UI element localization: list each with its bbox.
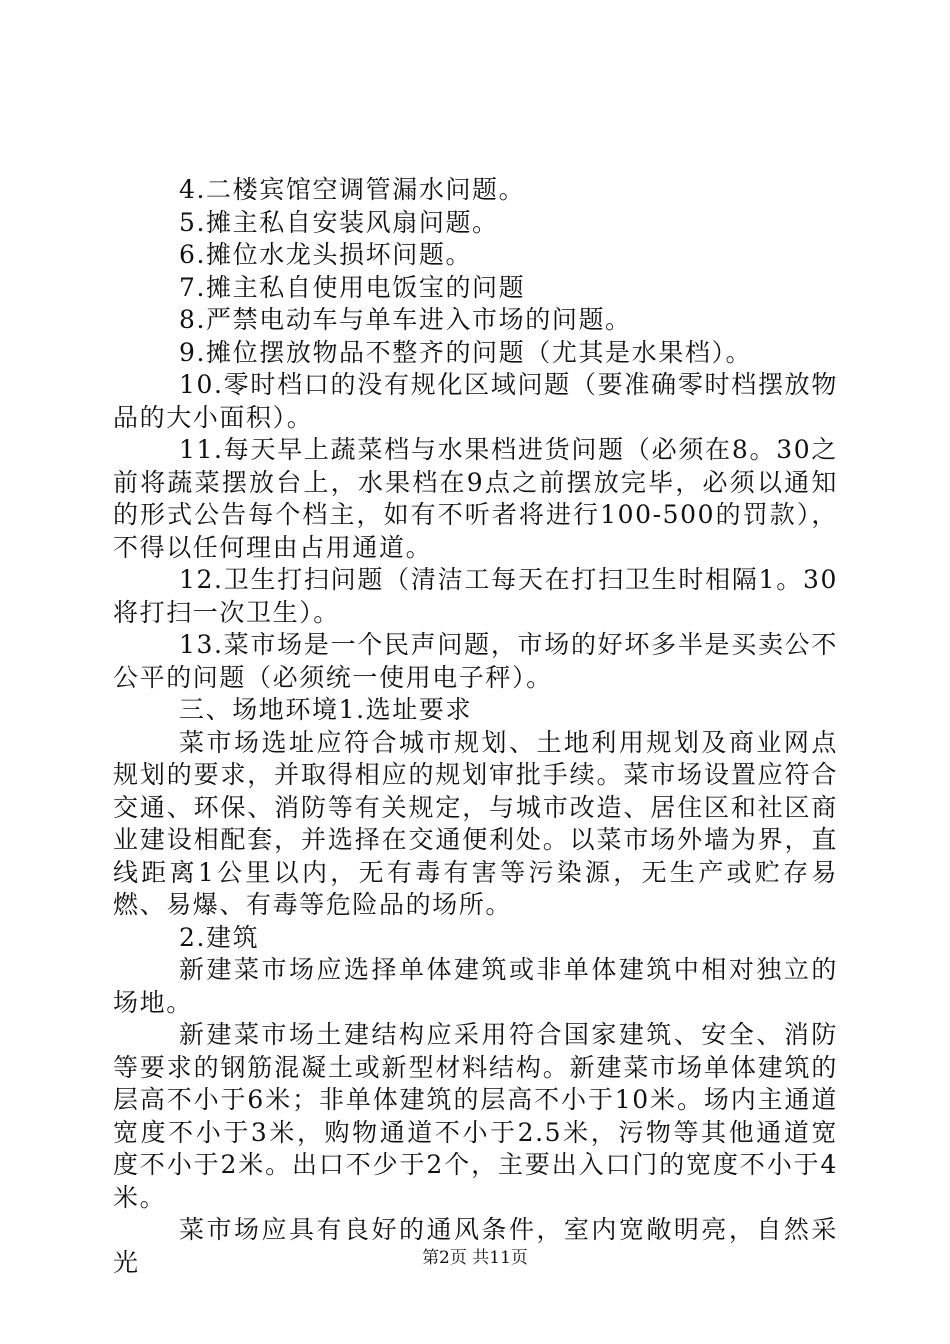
paragraph-site-selection: 菜市场选址应符合城市规划、土地利用规划及商业网点规划的要求，并取得相应的规划审批手续。菜市场设置应符合交通、环保、消防等有关规定，与城市改造、居住区和社区商业建设相配套，并选择在交通便利处。以菜市场外墙为界，直线距离1公里以内，无有毒有害等污染源，无生产或贮存易燃、易爆、有毒等危险品的场所。: [113, 727, 838, 919]
paragraph-item-13: 13.菜市场是一个民声问题，市场的好坏多半是买卖公不公平的问题（必须统一使用电子秤）。: [113, 630, 838, 692]
paragraph-ventilation: 菜市场应具有良好的通风条件，室内宽敞明亮，自然采光: [113, 1215, 838, 1277]
paragraph-item-10: 10.零时档口的没有规化区域问题（要准确零时档摆放物品的大小面积）。: [113, 370, 838, 432]
paragraph-item-6: 6.摊位水龙头损坏问题。: [179, 240, 473, 269]
paragraph-item-12: 12.卫生打扫问题（清洁工每天在打扫卫生时相隔1。30将打扫一次卫生）。: [113, 565, 838, 627]
paragraph-item-4: 4.二楼宾馆空调管漏水问题。: [179, 175, 526, 204]
paragraph-item-8: 8.严禁电动车与单车进入市场的问题。: [179, 305, 632, 334]
section-heading-site-environment: 三、场地环境1.选址要求: [179, 695, 473, 724]
subheading-building: 2.建筑: [179, 922, 260, 952]
paragraph-item-7: 7.摊主私自使用电饭宝的问题: [179, 272, 526, 302]
paragraph-item-5: 5.摊主私自安装风扇问题。: [179, 207, 499, 237]
paragraph-item-11: 11.每天早上蔬菜档与水果档进货问题（必须在8。30之前将蔬菜摆放台上，水果档在9点之前摆放完毕，必须以通知的形式公告每个档主，如有不听者将进行100-500的罚款），不得以任何理由占用通道。: [113, 435, 838, 562]
paragraph-building-site: 新建菜市场应选择单体建筑或非单体建筑中相对独立的场地。: [113, 955, 838, 1017]
paragraph-item-9: 9.摊位摆放物品不整齐的问题（尤其是水果档）。: [179, 337, 753, 367]
document-body: [113, 174, 838, 1279]
paragraph-building-structure: 新建菜市场土建结构应采用符合国家建筑、安全、消防等要求的钢筋混凝土或新型材料结构。新建菜市场单体建筑的层高不小于6米；非单体建筑的层高不小于10米。场内主通道宽度不小于3米，购物通道不小于2.5米，污物等其他通道宽度不小于2米。出口不少于2个，主要出入口门的宽度不小于4米。: [113, 1020, 838, 1212]
page-number-footer: 第2页 共11页: [422, 1248, 528, 1268]
